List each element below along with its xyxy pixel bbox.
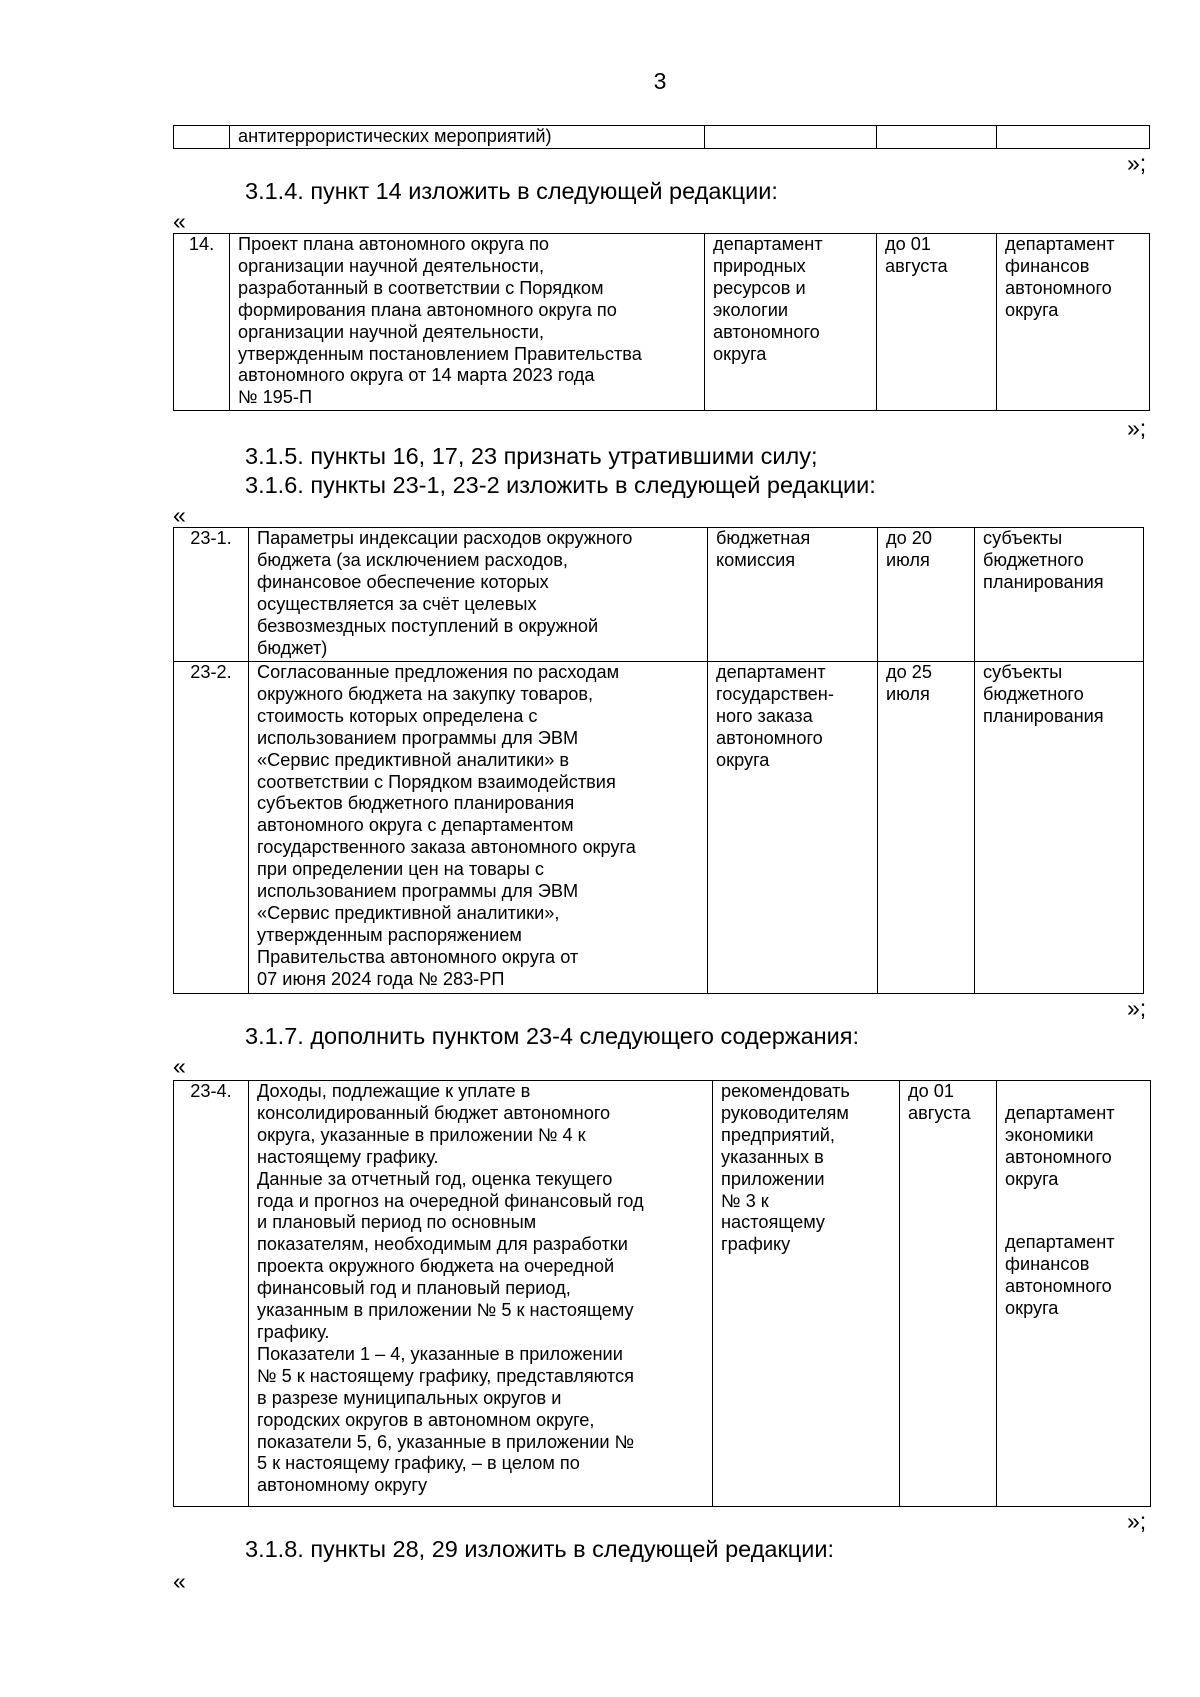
row-number [174, 126, 230, 149]
item-heading-3-1-7: 3.1.7. дополнить пунктом 23-4 следующего содержания: [245, 1023, 860, 1049]
row-number: 23-4. [174, 1081, 249, 1507]
row-responsible: бюджетная комиссия [708, 528, 878, 662]
row-recipient: субъекты бюджетного планирования [975, 662, 1144, 994]
row-description: антитеррористических мероприятий) [230, 126, 705, 149]
closing-quote: »; [1127, 1508, 1147, 1534]
table-row [174, 126, 1150, 149]
schedule-table-14 [173, 233, 1150, 411]
row-description: Доходы, подлежащие к уплате в консолидированный бюджет автономного округа, указанные в приложении № 4 к настоящему графику. Данные за отчетный год, оценка текущего года и прогноз на очередной финансовый год и плановый период по основным показателям, необходимым для разработки проекта окружного бюджета на очередной финансовый год и плановый период, указанным в приложении № 5 к настоящему графику. Показатели 1 – 4, указанные в приложении № 5 к настоящему графику, представляются в разрезе муниципальных округов и городских округов в автономном округе, показатели 5, 6, указанные в приложении № 5 к настоящему графику, – в целом по автономному округу [249, 1081, 713, 1507]
table-row [174, 662, 1144, 994]
row-term: до 25 июля [878, 662, 975, 994]
item-heading-3-1-8: 3.1.8. пункты 28, 29 изложить в следующей редакции: [245, 1536, 835, 1562]
continuation-table [173, 125, 1150, 149]
recipient-economics: департамент экономики автономного округа [1005, 1102, 1115, 1189]
opening-quote: « [173, 208, 186, 234]
table-row [174, 234, 1150, 411]
row-number: 23-1. [174, 528, 249, 662]
opening-quote: « [173, 502, 186, 528]
page-number: 3 [653, 68, 667, 94]
row-number: 14. [174, 234, 230, 411]
closing-quote: »; [1127, 995, 1147, 1021]
opening-quote: « [173, 1568, 186, 1594]
recipient-finance: департамент финансов автономного округа [1005, 1232, 1115, 1319]
item-heading-3-1-4: 3.1.4. пункт 14 изложить в следующей редакции: [245, 178, 778, 204]
schedule-table-23 [173, 527, 1144, 994]
row-responsible [705, 126, 877, 149]
closing-quote: »; [1127, 415, 1147, 441]
opening-quote: « [173, 1053, 186, 1079]
row-responsible: департамент государствен- ного заказа автономного округа [708, 662, 878, 994]
row-description: Согласованные предложения по расходам окружного бюджета на закупку товаров, стоимость которых определена с использованием программы для ЭВМ «Сервис предиктивной аналитики» в соответствии с Порядком взаимодействия субъектов бюджетного планирования автономного округа с департаментом государственного заказа автономного округа при определении цен на товары с использованием программы для ЭВМ «Сервис предиктивной аналитики», утвержденным распоряжением Правительства автономного округа от 07 июня 2024 года № 283-РП [249, 662, 708, 994]
row-term [877, 126, 997, 149]
row-recipient [997, 126, 1150, 149]
row-recipient [997, 1081, 1151, 1507]
row-description: Проект плана автономного округа по организации научной деятельности, разработанный в соответствии с Порядком формирования плана автономного округа по организации научной деятельности, утвержденным постановлением Правительства автономного округа от 14 марта 2023 года № 195-П [230, 234, 705, 411]
row-term: до 01 августа [877, 234, 997, 411]
row-recipient: субъекты бюджетного планирования [975, 528, 1144, 662]
row-responsible: рекомендовать руководителям предприятий, указанных в приложении № 3 к настоящему графику [713, 1081, 900, 1507]
item-heading-3-1-5: 3.1.5. пункты 16, 17, 23 признать утратившими силу; [245, 443, 818, 469]
schedule-table-23-4 [173, 1080, 1151, 1507]
row-recipient: департамент финансов автономного округа [997, 234, 1150, 411]
row-responsible: департамент природных ресурсов и экологии автономного округа [705, 234, 877, 411]
closing-quote: »; [1127, 150, 1147, 176]
row-term: до 01 августа [900, 1081, 997, 1507]
item-heading-3-1-6: 3.1.6. пункты 23-1, 23-2 изложить в следующей редакции: [245, 472, 876, 498]
row-description: Параметры индексации расходов окружного бюджета (за исключением расходов, финансовое обеспечение которых осуществляется за счёт целевых безвозмездных поступлений в окружной бюджет) [249, 528, 708, 662]
row-term: до 20 июля [878, 528, 975, 662]
table-row [174, 528, 1144, 662]
table-row [174, 1081, 1151, 1507]
row-number: 23-2. [174, 662, 249, 994]
